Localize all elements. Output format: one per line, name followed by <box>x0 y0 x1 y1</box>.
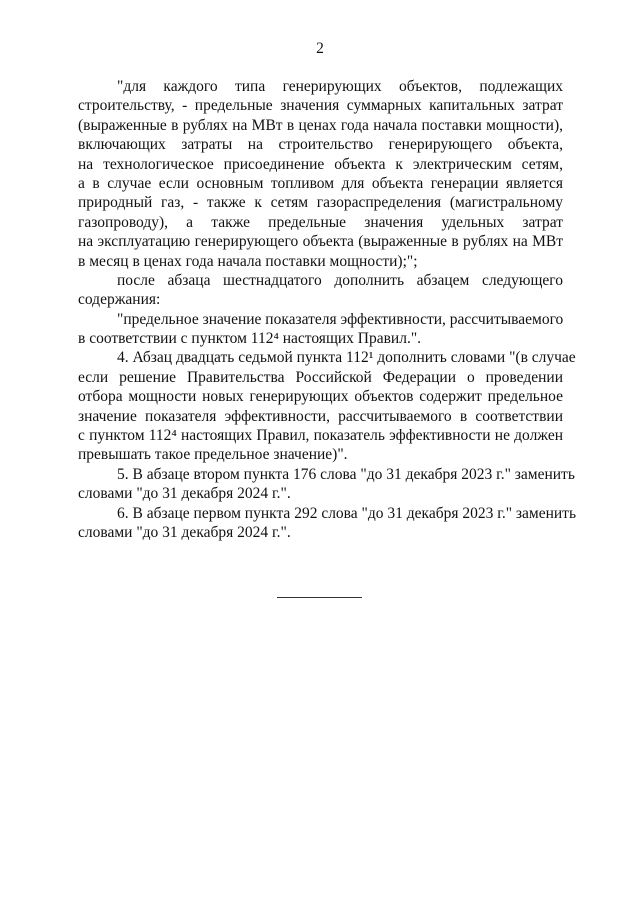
text-line: на технологическое присоединение объекта к электрическим сетям, <box>78 155 563 173</box>
paragraph <box>78 348 576 464</box>
text-line: 5. В абзаце втором пункта 176 слова "до 31 декабря 2023 г." заменить <box>117 465 575 483</box>
text-line: на эксплуатацию генерирующего объекта (выраженные в рублях на МВт <box>78 233 563 251</box>
text-line: словами "до 31 декабря 2024 г.". <box>78 523 291 541</box>
text-line: природный газ, - также к сетям газораспределения (магистральному <box>78 194 563 212</box>
text-line: в месяц в ценах года начала поставки мощности);"; <box>78 252 418 270</box>
text-line: с пунктом 112⁴ настоящих Правил, показатель эффективности не должен <box>78 427 563 445</box>
text-line: "предельное значение показателя эффективности, рассчитываемого <box>117 310 564 328</box>
text-line: после абзаца шестнадцатого дополнить абзацем следующего <box>117 271 563 289</box>
text-line: газопроводу), а также предельные значения удельных затрат <box>78 213 563 231</box>
paragraph <box>78 504 577 543</box>
text-line: содержания: <box>78 291 161 309</box>
text-line: в соответствии с пунктом 112⁴ настоящих Правил.". <box>78 330 422 348</box>
text-line: если решение Правительства Российской Федерации о проведении <box>78 368 563 386</box>
paragraph <box>78 310 563 349</box>
text-line: "для каждого типа генерирующих объектов, подлежащих <box>117 78 563 95</box>
paragraph <box>78 77 563 271</box>
text-line: превышать такое предельное значение)". <box>78 446 348 464</box>
text-line: 6. В абзаце первом пункта 292 слова "до 31 декабря 2023 г." заменить <box>117 504 577 522</box>
end-rule-divider <box>277 597 362 598</box>
text-line: 4. Абзац двадцать седьмой пункта 112¹ дополнить словами "(в случае <box>117 349 576 367</box>
page-number: 2 <box>316 40 324 57</box>
text-line: отбора мощности новых генерирующих объектов содержит предельное <box>78 388 563 406</box>
text-line: а в случае если основным топливом для объекта генерации является <box>78 174 563 192</box>
text-line: значение показателя эффективности, рассчитываемого в соответствии <box>78 407 563 425</box>
text-line: (выраженные в рублях на МВт в ценах года начала поставки мощности), <box>78 116 563 134</box>
text-line: строительству, - предельные значения суммарных капитальных затрат <box>78 97 563 115</box>
document-body <box>78 77 577 542</box>
text-line: словами "до 31 декабря 2024 г.". <box>78 485 291 503</box>
text-line: включающих затраты на строительство генерирующего объекта, <box>78 136 563 154</box>
paragraph <box>78 271 563 310</box>
paragraph <box>78 465 575 504</box>
